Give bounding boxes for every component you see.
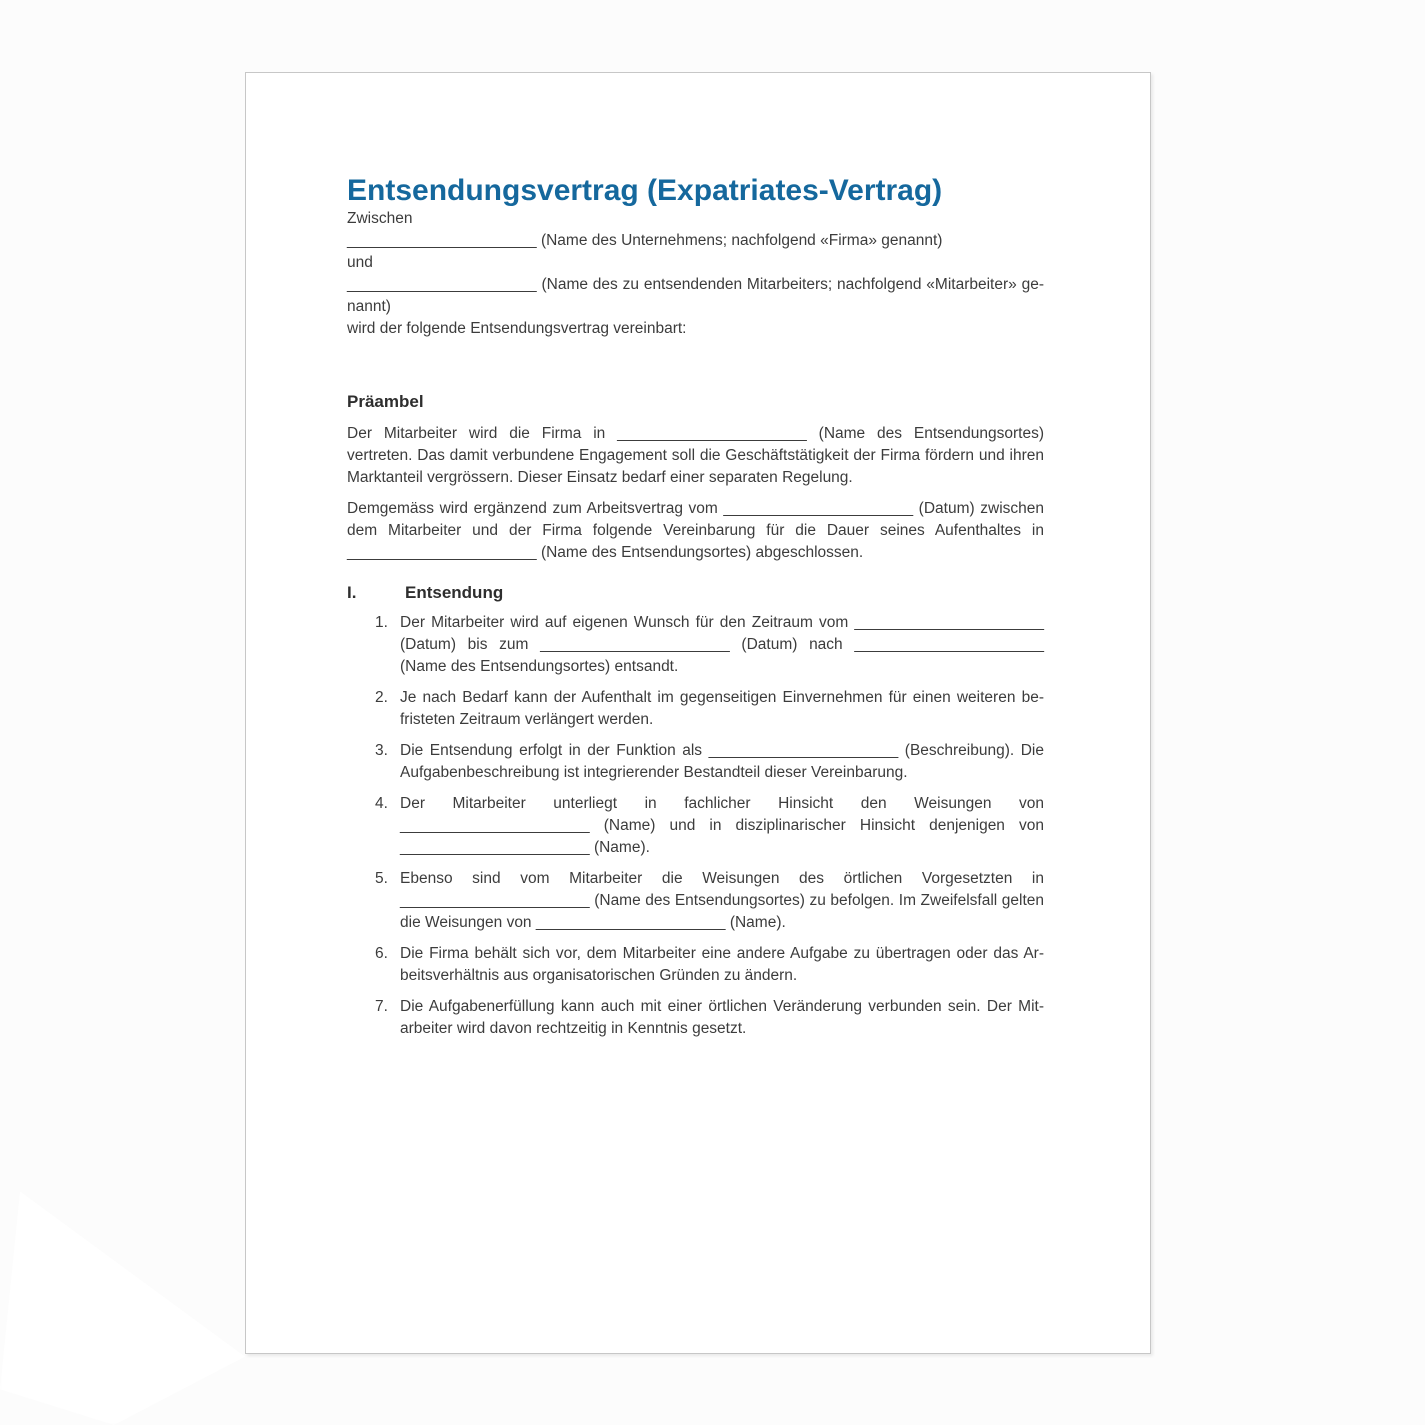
clause-item-6 — [347, 943, 1044, 987]
clause-item-2 — [347, 687, 1044, 731]
section-1-title: Entsendung — [405, 583, 504, 602]
preamble-paragraph-2: Demgemäss wird ergänzend zum Arbeitsvertrag vom ______________________ (Datum) zwischen dem Mitarbeiter und der Firma folgende Vereinbarung für die Dauer seines Aufenthaltes in ______________________ (Name des Entsendungsortes) abgeschlossen. — [347, 500, 1044, 561]
clause-7-text: Die Aufgabenerfüllung kann auch mit einer örtlichen Veränderung verbunden sein. Der Mitarbeiter wird davon rechtzeitig in Kenntnis gesetzt. — [400, 998, 1044, 1037]
clause-item-3 — [347, 740, 1044, 784]
clause-2-number: 2. — [375, 689, 388, 706]
clause-5-text: Ebenso sind vom Mitarbeiter die Weisungen des örtlichen Vorgesetzten in ______________________ (Name des Entsendungsortes) zu befolgen. Im Zweifelsfall gelten die Weisungen von ______________________ (Name). — [400, 870, 1044, 931]
clause-3-number: 3. — [375, 742, 388, 759]
clause-item-1 — [347, 612, 1044, 678]
clause-2-text: Je nach Bedarf kann der Aufenthalt im gegenseitigen Einvernehmen für einen weiteren befristeten Zeitraum verlängert werden. — [400, 689, 1044, 728]
contract-intro-line: wird der folgende Entsendungsvertrag vereinbart: — [347, 320, 687, 337]
clause-1-text: Der Mitarbeiter wird auf eigenen Wunsch für den Zeitraum vom ______________________ (Datum) bis zum ______________________ (Datum) nach ______________________ (Name des Entsendungsortes) entsandt. — [400, 614, 1044, 675]
clause-item-5 — [347, 868, 1044, 934]
clause-4-text: Der Mitarbeiter unterliegt in fachlicher Hinsicht den Weisungen von ______________________ (Name) und in disziplinarischer Hinsicht denjenigen von ______________________ (Name). — [400, 795, 1044, 856]
section-1-heading — [347, 582, 1044, 604]
preamble-paragraph-1: Der Mitarbeiter wird die Firma in ______________________ (Name des Entsendungsortes) vertreten. Das damit verbundene Engagement soll die Geschäftstätigkeit der Firma fördern und ihren Marktanteil vergrössern. Dieser Einsatz bedarf einer separaten Regelung. — [347, 425, 1044, 486]
clause-list — [347, 612, 1044, 1040]
document-page — [245, 72, 1151, 1354]
clause-3-text: Die Entsendung erfolgt in der Funktion als ______________________ (Beschreibung). Die Aufgabenbeschreibung ist integrierender Bestandteil dieser Vereinbarung. — [400, 742, 1044, 781]
preamble-heading: Präambel — [347, 392, 424, 411]
clause-6-text: Die Firma behält sich vor, dem Mitarbeiter eine andere Aufgabe zu übertragen oder das Arbeitsverhältnis aus organisatorischen Gründen zu ändern. — [400, 945, 1044, 984]
company-name-blank-line: ______________________ (Name des Unternehmens; nachfolgend «Firma» genannt) — [347, 232, 943, 249]
clause-item-4 — [347, 793, 1044, 859]
clause-4-number: 4. — [375, 795, 388, 812]
document-title: Entsendungsvertrag (Expatriates-Vertrag) — [347, 174, 943, 207]
clause-7-number: 7. — [375, 998, 388, 1015]
clause-1-number: 1. — [375, 614, 388, 631]
employee-name-blank-line: ______________________ (Name des zu entsendenden Mitarbeiters; nachfolgend «Mitarbeiter» genannt) — [347, 276, 1044, 315]
section-1-numeral: I. — [347, 583, 357, 602]
intro-und-label: und — [347, 254, 373, 271]
clause-6-number: 6. — [375, 945, 388, 962]
clause-item-7 — [347, 996, 1044, 1040]
intro-zwischen-label: Zwischen — [347, 210, 413, 227]
clause-5-number: 5. — [375, 870, 388, 887]
